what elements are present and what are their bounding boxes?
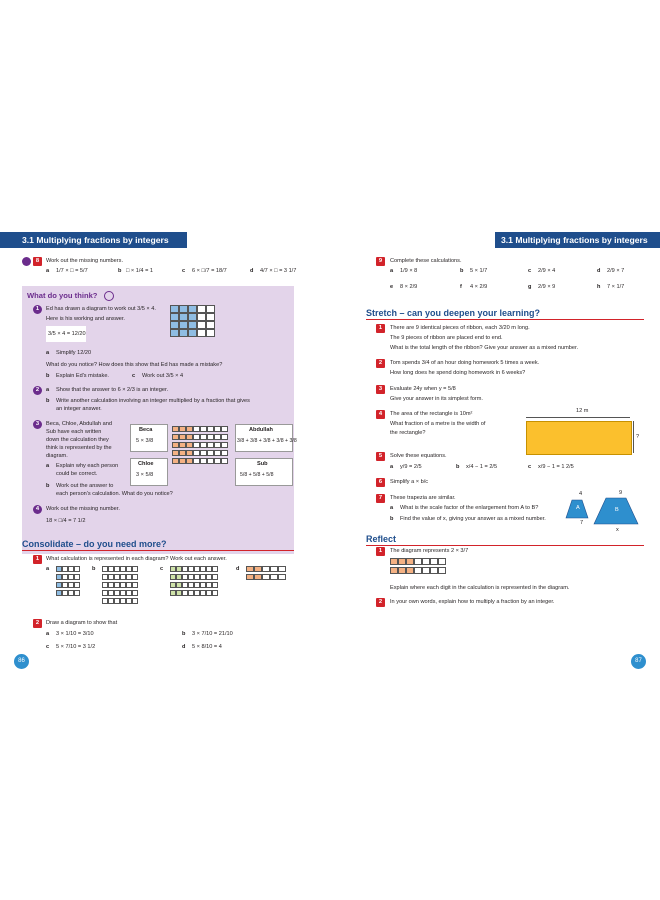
bar-cell [246,566,254,572]
stretch-q3-line: Evaluate 24y when y = 5/8 [390,386,456,392]
reflect-q1-number: 1 [376,547,385,556]
bar-cell [212,590,218,596]
chloe-calc: 3 × 5/8 [136,472,154,478]
wdyt-q3b-line: Work out the answer to [56,483,114,489]
bar-cell [221,450,228,456]
grid-cell [179,321,188,329]
bar-cell [214,426,221,432]
bar-cell [200,442,207,448]
bar-cell [200,426,207,432]
bar-cell [438,567,446,574]
stretch-q2-line: How long does he spend doing homework in 6 weeks? [390,370,526,376]
bar-cell [74,590,80,596]
q9f-expr: 4 × 2/9 [470,284,488,290]
q8d-letter: d [250,268,254,274]
stretch-q5a-letter: a [390,464,394,470]
bar-cell [132,566,138,572]
q9c-letter: c [528,268,532,274]
bar-cell [207,458,214,464]
grid-cell [170,313,179,321]
bar-cell [207,442,214,448]
wdyt-q3a-line: Explain why each person [56,463,119,469]
trap-a-name: A [576,505,580,511]
bar-cell [270,566,278,572]
wdyt-q2a-letter: a [46,387,50,393]
stretch-q7-number: 7 [376,494,385,503]
wdyt-q3-line: think is represented by the [46,445,112,451]
bar-cell [172,450,179,456]
bar-cell [186,450,193,456]
left-page-header [0,232,187,248]
grid-cell [188,329,197,337]
wdyt-q1a-letter: a [46,350,50,356]
bar-cell [422,567,430,574]
stretch-q2-number: 2 [376,359,385,368]
bar-cell [406,567,414,574]
thinking-icon [104,291,114,301]
bar-cell [270,574,278,580]
wdyt-q1b-letter: b [46,373,50,379]
wdyt-q1-number: 1 [33,305,42,314]
stretch-q7a-letter: a [390,505,394,511]
rectangle-width-label: ? [636,434,640,440]
trapezia-diagram [560,490,644,534]
cons-q2d-letter: d [182,644,186,650]
bar-cell [186,434,193,440]
stretch-q7a-text: What is the scale factor of the enlargement from A to B? [400,505,539,511]
stretch-q7b-letter: b [390,516,394,522]
bar-cell [186,426,193,432]
wdyt-q3a-letter: a [46,463,50,469]
bar-cell [398,567,406,574]
wdyt-q3b-letter: b [46,483,50,489]
stretch-q1-line: What is the total length of the ribbon? Give your answer as a mixed number. [390,345,579,351]
grid-cell [170,305,179,313]
wdyt-q3-line: Beca, Chloe, Abdullah and [46,421,112,427]
q8d-expr: 4/7 × □ = 3 1/7 [260,268,297,274]
bar-cell [172,458,179,464]
cons-q1b-letter: b [92,566,96,572]
trap-a-side-label: 7 [580,520,584,526]
cons-q2b-expr: 3 × 7/10 = 21/10 [192,631,233,637]
bar-cell [212,582,218,588]
bar-cell [214,434,221,440]
wdyt-title: What do you think? [27,291,98,300]
stretch-q3-line: Give your answer in its simplest form. [390,396,483,402]
q8-text: Work out the missing numbers. [46,258,123,264]
consolidate-q1-text: What calculation is represented in each diagram? Work out each answer. [46,556,227,562]
stretch-q4-line: The area of the rectangle is 10m² [390,411,473,417]
q9e-expr: 8 × 2/9 [400,284,418,290]
grid-cell [206,305,215,313]
bar-cell [390,558,398,565]
bar-cell [214,458,221,464]
wdyt-q4-text: Work out the missing number. [46,506,120,512]
q9b-expr: 5 × 1/7 [470,268,488,274]
cons-q2c-letter: c [46,644,50,650]
wdyt-q4-expr: 18 × □/4 = 7 1/2 [46,518,86,524]
bar-cell [200,458,207,464]
stretch-q1-line: The 9 pieces of ribbon are placed end to end. [390,335,503,341]
stretch-q7b-text: Find the value of x, giving your answer as a mixed number. [400,516,546,522]
q9h-letter: h [597,284,601,290]
bar-cell [132,598,138,604]
cons-q2a-letter: a [46,631,50,637]
q9g-letter: g [528,284,532,290]
bar-cell [246,574,254,580]
bar-cell [207,434,214,440]
bar-cell [414,558,422,565]
rectangle-length-label: 12 m [576,408,589,414]
bar-cell [422,558,430,565]
bar-cell [278,566,286,572]
bar-cell [179,450,186,456]
stretch-q4-line: the rectangle? [390,430,426,436]
bar-cell [74,566,80,572]
stretch-q5b-expr: x/4 − 1 = 2/5 [466,464,498,470]
reflect-bar-diagram [390,558,450,578]
grid-cell [197,321,206,329]
bar-cell [193,434,200,440]
stretch-q5a-expr: y/9 = 2/5 [400,464,422,470]
stretch-q5b-letter: b [456,464,460,470]
bar-cell [398,558,406,565]
q9a-letter: a [390,268,394,274]
question-number-9: 9 [376,257,385,266]
reflect-rule [366,545,644,546]
bar-cell [179,442,186,448]
q8a-letter: a [46,268,50,274]
bar-cell [221,426,228,432]
wdyt-q1-line2: Here is his working and answer. [46,316,125,322]
consolidate-q1-number: 1 [33,555,42,564]
wdyt-q2b-text2: an integer answer. [56,406,102,412]
q9g-expr: 2/9 × 9 [538,284,556,290]
beca-name: Beca [139,427,153,433]
wdyt-q1c-text: Work out 3/5 × 4 [142,373,184,379]
stretch-q4-line: What fraction of a metre is the width of [390,421,486,427]
stretch-q5c-expr: x/9 − 1 = 1 2/5 [538,464,574,470]
bar-cell [212,566,218,572]
q8b-expr: □ × 1/4 = 1 [126,268,154,274]
grid-cell [188,305,197,313]
wdyt-q1a-text: Simplify 12/20 [56,350,92,356]
bar-cell [254,566,262,572]
stretch-q5c-letter: c [528,464,532,470]
cons-diagram-a [56,566,86,606]
reflect-title: Reflect [366,534,397,544]
left-page-number: 86 [14,654,29,669]
yellow-rectangle [526,421,632,455]
q9h-expr: 7 × 1/7 [607,284,625,290]
bar-cell [179,458,186,464]
q8a-expr: 1/7 × □ = 5/7 [56,268,88,274]
abdullah-calc: 3/8 + 3/8 + 3/8 + 3/8 + 3/8 [237,438,297,444]
sub-name: Sub [257,461,268,467]
bar-cell [430,558,438,565]
wdyt-q3b-line: each person's calculation. What do you notice? [56,491,173,497]
wdyt-q1-mid: What do you notice? How does this show that Ed has made a mistake? [46,362,223,368]
bar-cell [221,458,228,464]
q9e-letter: e [390,284,394,290]
bar-cell [186,442,193,448]
beca-calc: 5 × 3/8 [136,438,154,444]
stretch-q7-text: These trapezia are similar. [390,495,456,501]
chloe-name: Chloe [138,461,154,467]
wdyt-q2b-letter: b [46,398,50,404]
bar-cell [221,442,228,448]
q9-text: Complete these calculations. [390,258,462,264]
bar-cell [74,582,80,588]
wdyt-q4-number: 4 [33,505,42,514]
cons-q1d-letter: d [236,566,240,572]
bar-cell [186,458,193,464]
cons-q1a-letter: a [46,566,50,572]
bar-cell [132,590,138,596]
length-arrow [526,417,630,418]
grid-cell [188,313,197,321]
bar-cell [132,582,138,588]
width-arrow [633,421,634,453]
consolidate-q2-text: Draw a diagram to show that [46,620,118,626]
bar-cell [193,426,200,432]
wdyt-q2-number: 2 [33,386,42,395]
trap-b-top-label: 9 [619,490,623,496]
grid-cell [206,313,215,321]
bar-cell [179,434,186,440]
bar-cell [390,567,398,574]
wdyt-q3-line: down the calculation they [46,437,109,443]
bar-cell [193,458,200,464]
bar-cell [200,434,207,440]
grid-cell [170,321,179,329]
stretch-q5-number: 5 [376,452,385,461]
q9d-letter: d [597,268,601,274]
puzzle-icon [22,257,31,266]
bar-cell [207,426,214,432]
wdyt-q3a-line: could be correct. [56,471,98,477]
ed-working: 3/5 × 4 = 12/20 [48,331,86,337]
grid-cell [179,313,188,321]
q9d-expr: 2/9 × 7 [607,268,625,274]
q9a-expr: 1/9 × 8 [400,268,418,274]
bar-cell [430,567,438,574]
bar-cell [172,426,179,432]
bar-cell [74,574,80,580]
q9f-letter: f [460,284,462,290]
bar-cell [254,574,262,580]
grid-cell [179,329,188,337]
grid-cell [170,329,179,337]
stretch-rule [366,319,644,320]
stretch-q1-line: There are 9 identical pieces of ribbon, each 3/20 m long. [390,325,530,331]
bar-cell [132,574,138,580]
wdyt-q1c-letter: c [132,373,136,379]
bar-cell [193,442,200,448]
cons-q2a-expr: 3 × 1/10 = 3/10 [56,631,94,637]
bar-cell [193,450,200,456]
stretch-q5-text: Solve these equations. [390,453,447,459]
sub-calc: 5/8 + 5/8 + 5/8 [240,472,274,478]
trap-b-name: B [615,507,619,513]
grid-cell [197,329,206,337]
wdyt-q3-line: diagram. [46,453,68,459]
stretch-q4-number: 4 [376,410,385,419]
question-number-8: 8 [33,257,42,266]
q8b-letter: b [118,268,122,274]
reflect-q1-line2: Explain where each digit in the calculation is represented in the diagram. [390,585,570,591]
bar-cell [414,567,422,574]
cons-q1c-letter: c [160,566,164,572]
bar-cell [406,558,414,565]
bar-cell [214,442,221,448]
stretch-q2-line: Tom spends 3/4 of an hour doing homework 5 times a week. [390,360,540,366]
consolidate-q2-number: 2 [33,619,42,628]
reflect-q1-text: The diagram represents 2 × 3/7 [390,548,469,554]
bar-cell [172,434,179,440]
bar-cell [212,574,218,580]
stretch-q1-number: 1 [376,324,385,333]
stretch-q3-number: 3 [376,385,385,394]
right-page-number: 87 [631,654,646,669]
right-header-title: 3.1 Multiplying fractions by integers [501,235,648,245]
cons-diagram-c [170,566,230,606]
reflect-q2-text: In your own words, explain how to multiply a fraction by an integer. [390,599,555,605]
wdyt-q2b-text: Write another calculation involving an integer multiplied by a fraction that gives [56,398,250,404]
trap-a-top-label: 4 [579,491,583,497]
reflect-q2-number: 2 [376,598,385,607]
cons-q2b-letter: b [182,631,186,637]
ed-fraction-grid [170,305,215,345]
grid-cell [188,321,197,329]
bar-cell [221,434,228,440]
grid-cell [206,329,215,337]
trap-b-bottom-label: x [616,527,619,533]
cons-q2d-expr: 5 × 8/10 = 4 [192,644,222,650]
cons-diagram-b [102,566,152,616]
bar-cell [214,450,221,456]
grid-cell [206,321,215,329]
consolidate-rule [22,550,294,551]
q8c-expr: 6 × □/7 = 18/7 [192,268,227,274]
bar-cell [207,450,214,456]
wdyt-q3-bar-diagram [172,426,228,482]
bar-cell [172,442,179,448]
bar-cell [278,574,286,580]
bar-cell [262,566,270,572]
right-page-header [495,232,660,248]
wdyt-q2a-text: Show that the answer to 6 × 2/3 is an integer. [56,387,169,393]
wdyt-q1b-text: Explain Ed's mistake. [56,373,109,379]
q9b-letter: b [460,268,464,274]
stretch-q6-text: Simplify a × b/c [390,479,429,485]
grid-cell [179,305,188,313]
bar-cell [438,558,446,565]
bar-cell [179,426,186,432]
grid-cell [197,313,206,321]
cons-diagram-d [246,566,296,596]
consolidate-title: Consolidate – do you need more? [22,539,167,549]
wdyt-q3-line: Sub have each written [46,429,102,435]
q8c-letter: c [182,268,186,274]
bar-cell [200,450,207,456]
bar-cell [262,574,270,580]
grid-cell [197,305,206,313]
left-header-title: 3.1 Multiplying fractions by integers [22,235,169,245]
cons-q2c-expr: 5 × 7/10 = 3 1/2 [56,644,96,650]
stretch-title: Stretch – can you deepen your learning? [366,308,541,318]
stretch-q6-number: 6 [376,478,385,487]
wdyt-q3-number: 3 [33,420,42,429]
wdyt-q1-line1: Ed has drawn a diagram to work out 3/5 × 4. [46,306,156,312]
q9c-expr: 2/9 × 4 [538,268,556,274]
abdullah-name: Abdullah [249,427,273,433]
